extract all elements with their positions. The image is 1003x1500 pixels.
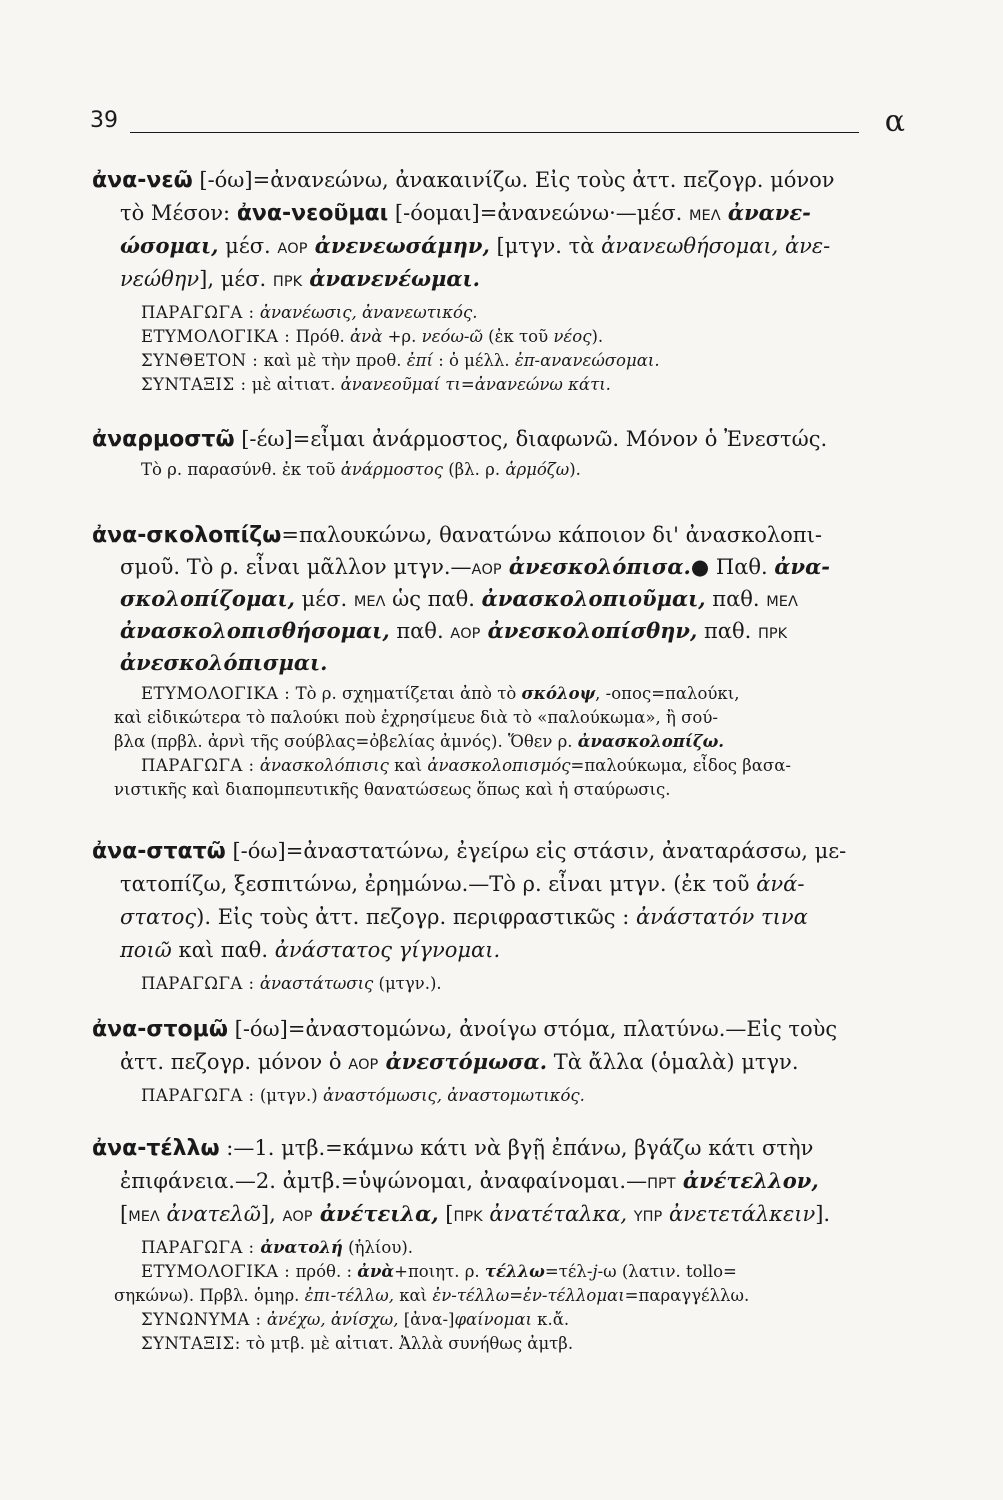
text: ἀνασκολόπισις bbox=[254, 756, 389, 775]
tense-label: ΜΕΛ bbox=[128, 1209, 160, 1225]
form: ἀνασκολοπιοῦμαι, bbox=[481, 586, 706, 611]
subsection bbox=[114, 730, 724, 754]
text: j bbox=[592, 1262, 598, 1281]
tense-label: ΑΟΡ bbox=[471, 562, 502, 578]
subsection bbox=[114, 778, 671, 802]
text: (μτγν.). bbox=[373, 974, 442, 993]
text: =τέλ- bbox=[544, 1262, 593, 1281]
entry-line bbox=[120, 648, 327, 678]
text: βλα (πρβλ. ἀρνὶ τῆς σούβλας=ὀβελίας ἀμνός). Ὅθεν ρ. bbox=[114, 732, 578, 751]
text: ἐπι-τέλλω, bbox=[304, 1286, 394, 1305]
text: ἀνατολή bbox=[254, 1238, 343, 1257]
form: ἀνεσκολοπίσθην, bbox=[480, 618, 698, 643]
text: ἀναστόμωσις, ἀναστομωτικός. bbox=[322, 1086, 585, 1105]
text: νεόω-ῶ bbox=[421, 327, 483, 346]
text: Τὸ ρ. παρασύνθ. ἐκ τοῦ bbox=[141, 460, 341, 479]
header-rule bbox=[130, 132, 859, 133]
subsection bbox=[141, 373, 611, 397]
text: (βλ. ρ. bbox=[442, 460, 506, 479]
form: ἀνεσκολόπισμαι. bbox=[120, 650, 328, 675]
section-label: ΣΥΝΤΑΞΙΣ: bbox=[141, 1334, 241, 1353]
tense-label: ΠΡΚ bbox=[453, 1209, 483, 1225]
entry-line bbox=[120, 869, 804, 899]
text: -ω (λατιν. tollo= bbox=[597, 1262, 737, 1281]
form: ποιῶ bbox=[120, 938, 172, 962]
text: τὸ Μέσον: bbox=[120, 201, 237, 225]
headword: ἀνα-στατῶ bbox=[92, 839, 226, 864]
headword: ἀναρμοστῶ bbox=[92, 427, 235, 452]
text: [-όω]=ἀνανεώνω, ἀνακαινίζω. Εἰς τοὺς ἀττ. πεζογρ. μόνον bbox=[192, 168, 835, 192]
entry-line bbox=[120, 231, 830, 264]
text: [μτγν. τὰ bbox=[489, 234, 602, 258]
text: Τὰ ἄλλα (ὁμαλὰ) μτγν. bbox=[547, 1050, 799, 1074]
text: ἐν-τέλλω=ἐν-τέλλομαι bbox=[432, 1286, 625, 1305]
text: μέσ. bbox=[294, 587, 354, 611]
form: ώσομαι, bbox=[120, 233, 219, 258]
text: πρόθ. : bbox=[290, 1262, 358, 1281]
subsection bbox=[141, 301, 477, 325]
form: στατος bbox=[120, 905, 197, 929]
entry-line bbox=[120, 264, 480, 297]
text: ἀνάρμοστος bbox=[340, 460, 443, 479]
headword: ἀνα-στομῶ bbox=[92, 1017, 228, 1042]
text: ἐπιφάνεια.—2. ἀμτβ.=ὑψώνομαι, ἀναφαίνομαι.— bbox=[120, 1169, 648, 1193]
section-label: ΕΤΥΜΟΛΟΓΙΚΑ : bbox=[141, 684, 291, 703]
text: (ἡλίου). bbox=[342, 1238, 414, 1257]
text: σμοῦ. Τὸ ρ. εἶναι μᾶλλον μτγν.— bbox=[120, 555, 472, 579]
text: ἀνέχω, ἀνίσχω, bbox=[261, 1310, 399, 1329]
subsection bbox=[114, 1284, 749, 1308]
text: (ἐκ τοῦ bbox=[482, 327, 554, 346]
text: ]. bbox=[815, 1202, 831, 1226]
section-label: ΕΤΥΜΟΛΟΓΙΚΑ : bbox=[141, 1262, 291, 1281]
text: [ bbox=[120, 1202, 129, 1226]
form: ἀνέτελλον, bbox=[675, 1168, 819, 1193]
text: ● Παθ. bbox=[690, 555, 775, 579]
entry-line bbox=[120, 1166, 819, 1199]
headword: ἀνα-νεοῦμαι bbox=[236, 201, 389, 226]
subsection bbox=[141, 1236, 413, 1260]
form: ἀνεσκολόπισα. bbox=[501, 554, 691, 579]
text: τέλλω bbox=[484, 1262, 545, 1281]
tense-label: ΑΟΡ bbox=[282, 1209, 313, 1225]
subsection bbox=[141, 1308, 569, 1332]
headword: ἀνα-σκολοπίζω bbox=[92, 523, 282, 548]
text: τατοπίζω, ξεσπιτώνω, ἐρημώνω.—Τὸ ρ. εἶναι μτγν. (ἐκ τοῦ bbox=[120, 872, 757, 896]
text: ἀνανεοῦμαί τι=ἀνανεώνω κάτι. bbox=[340, 375, 611, 394]
text: νέος bbox=[553, 327, 592, 346]
text: ). Εἰς τοὺς ἀττ. πεζογρ. περιφραστικῶς : bbox=[196, 905, 636, 929]
subsection bbox=[141, 1084, 585, 1108]
text: : ὁ μέλλ. bbox=[432, 351, 515, 370]
subsection bbox=[141, 1332, 573, 1356]
text: ], bbox=[260, 1202, 283, 1226]
text: κ.ἄ. bbox=[531, 1310, 570, 1329]
tense-label: ΜΕΛ bbox=[353, 594, 386, 610]
tense-label: ΑΟΡ bbox=[450, 626, 481, 642]
text: φαίνομαι bbox=[454, 1310, 532, 1329]
subsection bbox=[141, 972, 442, 996]
text: σκόλοψ bbox=[521, 684, 596, 703]
tense-label: ΠΡΚ bbox=[757, 626, 788, 642]
section-label: ΣΥΝΩΝΥΜΑ : bbox=[141, 1310, 262, 1329]
text: =παλουκώνω, θανατώνω κάποιον δι' ἀνασκολοπι- bbox=[281, 523, 822, 547]
entry-line bbox=[120, 1047, 799, 1080]
text: μέσ. bbox=[218, 234, 278, 258]
text: ἀνασκολοπίζω. bbox=[577, 732, 725, 751]
subsection bbox=[141, 682, 739, 706]
text: σηκώνω). Πρβλ. ὁμηρ. bbox=[114, 1286, 305, 1305]
entry-line bbox=[120, 552, 830, 585]
text: παθ. bbox=[697, 619, 758, 643]
form: σκολοπίζομαι, bbox=[120, 586, 295, 611]
text: καὶ παθ. bbox=[171, 938, 275, 962]
tense-label: ΑΟΡ bbox=[277, 241, 308, 257]
headword: ἀνα-νεῶ bbox=[92, 168, 193, 193]
entry-line bbox=[92, 165, 835, 196]
text: καὶ μὲ τὴν προθ. bbox=[258, 351, 407, 370]
text: :—1. μτβ.=κάμνω κάτι νὰ βγῇ ἐπάνω, βγάζω κάτι στὴν bbox=[219, 1136, 814, 1160]
text: ἁρμόζω bbox=[505, 460, 570, 479]
form: ἀνανενέωμαι. bbox=[302, 266, 480, 291]
text: καὶ εἰδικώτερα τὸ παλούκι ποὺ ἐχρησίμευε διὰ τὸ «παλούκωμα», ἢ σού- bbox=[114, 708, 718, 727]
section-label: ΠΑΡΑΓΩΓΑ : bbox=[141, 974, 255, 993]
entry-line bbox=[120, 616, 787, 649]
text: +ρ. bbox=[382, 327, 422, 346]
subsection bbox=[114, 706, 718, 730]
form: ἀνά- bbox=[756, 872, 805, 896]
entry-line bbox=[92, 520, 822, 551]
form: ἀνάστατος γίγνομαι. bbox=[274, 938, 501, 962]
text bbox=[627, 1202, 634, 1226]
text: ἀναστάτωσις bbox=[254, 974, 374, 993]
entry-line bbox=[120, 935, 500, 965]
text: μὲ αἰτιατ. bbox=[246, 375, 341, 394]
section-label: ΣΥΝΤΑΞΙΣ : bbox=[141, 375, 247, 394]
text: [-όω]=ἀναστομώνω, ἀνοίγω στόμα, πλατύνω.—Εἰς τοὺς bbox=[227, 1017, 838, 1041]
text: ἀνὰ bbox=[357, 1262, 395, 1281]
text: , -οπος=παλούκι, bbox=[595, 684, 740, 703]
text: παθ. bbox=[389, 619, 451, 643]
form: ἀνατελῶ bbox=[159, 1202, 261, 1226]
headword: ἀνα-τέλλω bbox=[92, 1136, 220, 1161]
form: ἀνέτειλα, bbox=[312, 1201, 439, 1226]
text: (μτγν.) bbox=[254, 1086, 323, 1105]
subsection bbox=[141, 1260, 737, 1284]
form: νεώθην bbox=[120, 267, 200, 291]
form: ἀνενεωσάμην, bbox=[307, 233, 490, 258]
tense-label: ΠΡΤ bbox=[647, 1176, 676, 1192]
entry-line bbox=[120, 902, 808, 932]
section-label: ΠΑΡΑΓΩΓΑ : bbox=[141, 1086, 255, 1105]
text: [-όω]=ἀναστατώνω, ἐγείρω εἰς στάσιν, ἀναταράσσω, με- bbox=[225, 839, 847, 863]
form: ἀνάστατόν τινα bbox=[636, 905, 808, 929]
form: ἀνασκολοπισθήσομαι, bbox=[120, 618, 390, 643]
text: Πρόθ. bbox=[290, 327, 351, 346]
section-letter: α bbox=[884, 104, 905, 139]
entry-line bbox=[92, 836, 846, 867]
text: ἀνανέωσις, ἀνανεωτικός. bbox=[254, 303, 478, 322]
entry-line bbox=[120, 584, 798, 617]
text: καὶ bbox=[393, 1286, 433, 1305]
text: ὡς παθ. bbox=[385, 587, 482, 611]
form: ἀνατέταλκα, bbox=[482, 1202, 628, 1226]
page-number: 39 bbox=[90, 108, 118, 133]
tense-label: ΠΡΚ bbox=[272, 274, 303, 290]
form: ἀνανε- bbox=[720, 200, 811, 225]
tense-label: ΜΕΛ bbox=[689, 208, 721, 224]
text: ἀνὰ bbox=[350, 327, 383, 346]
text: +ποιητ. ρ. bbox=[394, 1262, 485, 1281]
form: ἀνανεωθήσομαι, ἀνε- bbox=[601, 234, 831, 258]
text: παθ. bbox=[705, 587, 767, 611]
entry-line bbox=[92, 424, 827, 455]
section-label: ΣΥΝΘΕΤΟΝ : bbox=[141, 351, 259, 370]
tense-label: ΥΠΡ bbox=[633, 1209, 663, 1225]
text: ). bbox=[591, 327, 604, 346]
text: καὶ bbox=[388, 756, 428, 775]
section-label: ΠΑΡΑΓΩΓΑ : bbox=[141, 756, 255, 775]
text: =παλούκωμα, εἶδος βασα- bbox=[570, 756, 791, 775]
subsection bbox=[141, 349, 660, 373]
text: ἐπ-ανανεώσομαι. bbox=[514, 351, 660, 370]
form: ἀνεστόμωσα. bbox=[378, 1049, 548, 1074]
text: νιστικῆς καὶ διαπομπευτικῆς θανατώσεως ὅπως καὶ ἡ σταύρωσις. bbox=[114, 780, 671, 799]
text: Τὸ ρ. σχηματίζεται ἀπὸ τὸ bbox=[290, 684, 522, 703]
text: ἀνασκολοπισμός bbox=[427, 756, 571, 775]
text: ἀττ. πεζογρ. μόνον ὁ bbox=[120, 1050, 349, 1074]
text: =παραγγέλλω. bbox=[624, 1286, 750, 1305]
subsection bbox=[141, 754, 791, 778]
tense-label: ΑΟΡ bbox=[348, 1057, 379, 1073]
page-header bbox=[90, 104, 905, 140]
entry-line bbox=[92, 1133, 813, 1164]
section-label: ΠΑΡΑΓΩΓΑ : bbox=[141, 303, 255, 322]
text: [-όομαι]=ἀνανεώνω·—μέσ. bbox=[388, 201, 690, 225]
text: ἐπί bbox=[406, 351, 433, 370]
subsection bbox=[141, 458, 581, 482]
text: [ἀνα-] bbox=[398, 1310, 455, 1329]
section-label: ΕΤΥΜΟΛΟΓΙΚΑ : bbox=[141, 327, 291, 346]
text: ], μέσ. bbox=[199, 267, 273, 291]
entry-line bbox=[120, 198, 811, 231]
subsection bbox=[141, 325, 603, 349]
text: [ bbox=[438, 1202, 454, 1226]
text: τὸ μτβ. μὲ αἰτιατ. Ἀλλὰ συνήθως ἀμτβ. bbox=[240, 1334, 574, 1353]
tense-label: ΜΕΛ bbox=[766, 594, 798, 610]
text: ). bbox=[569, 460, 581, 479]
form: ἀνα- bbox=[774, 554, 830, 579]
entry-line bbox=[120, 1199, 830, 1232]
text: [-έω]=εἶμαι ἀνάρμοστος, διαφωνῶ. Μόνον ὁ Ἐνεστώς. bbox=[234, 427, 828, 451]
section-label: ΠΑΡΑΓΩΓΑ : bbox=[141, 1238, 255, 1257]
form: ἀνετετάλκειν bbox=[662, 1202, 816, 1226]
entry-line bbox=[92, 1014, 837, 1045]
